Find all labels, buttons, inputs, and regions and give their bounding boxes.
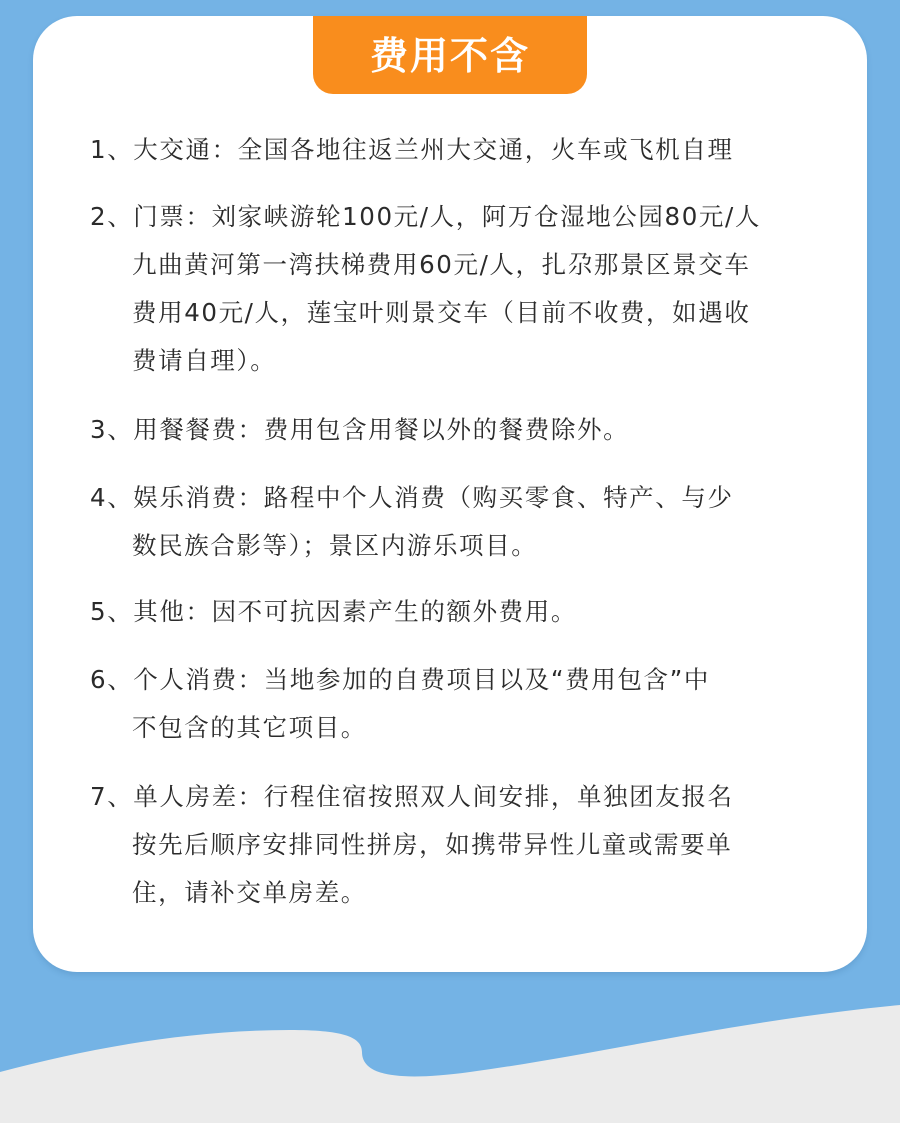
item-line: 住，请补交单房差。 (132, 878, 367, 907)
list-item (90, 193, 810, 385)
list-item (90, 588, 810, 636)
item-line: 费请自理）。 (132, 346, 277, 375)
item-line: 数民族合影等）；景区内游乐项目。 (132, 531, 538, 560)
section-title: 费用不含 (313, 16, 587, 94)
list-item (90, 773, 810, 917)
item-line: 5、其他：因不可抗因素产生的额外费用。 (90, 597, 577, 626)
list-item (90, 656, 810, 752)
item-line: 6、个人消费：当地参加的自费项目以及“费用包含”中 (90, 665, 710, 694)
item-line: 4、娱乐消费：路程中个人消费（购买零食、特产、与少 (90, 483, 734, 512)
item-line: 2、门票：刘家峡游轮100元/人，阿万仓湿地公园80元/人 (90, 202, 761, 231)
item-line: 不包含的其它项目。 (132, 713, 367, 742)
list-item (90, 126, 810, 174)
item-line: 3、用餐餐费：费用包含用餐以外的餐费除外。 (90, 415, 630, 444)
list-item (90, 406, 810, 454)
item-line: 九曲黄河第一湾扶梯费用60元/人，扎尕那景区景交车 (132, 250, 751, 279)
list-item (90, 474, 810, 570)
item-line: 费用40元/人，莲宝叶则景交车（目前不收费，如遇收 (132, 298, 751, 327)
item-line: 7、单人房差：行程住宿按照双人间安排，单独团友报名 (90, 782, 734, 811)
item-line: 1、大交通：全国各地往返兰州大交通，火车或飞机自理 (90, 135, 734, 164)
item-line: 按先后顺序安排同性拼房，如携带异性儿童或需要单 (132, 830, 733, 859)
